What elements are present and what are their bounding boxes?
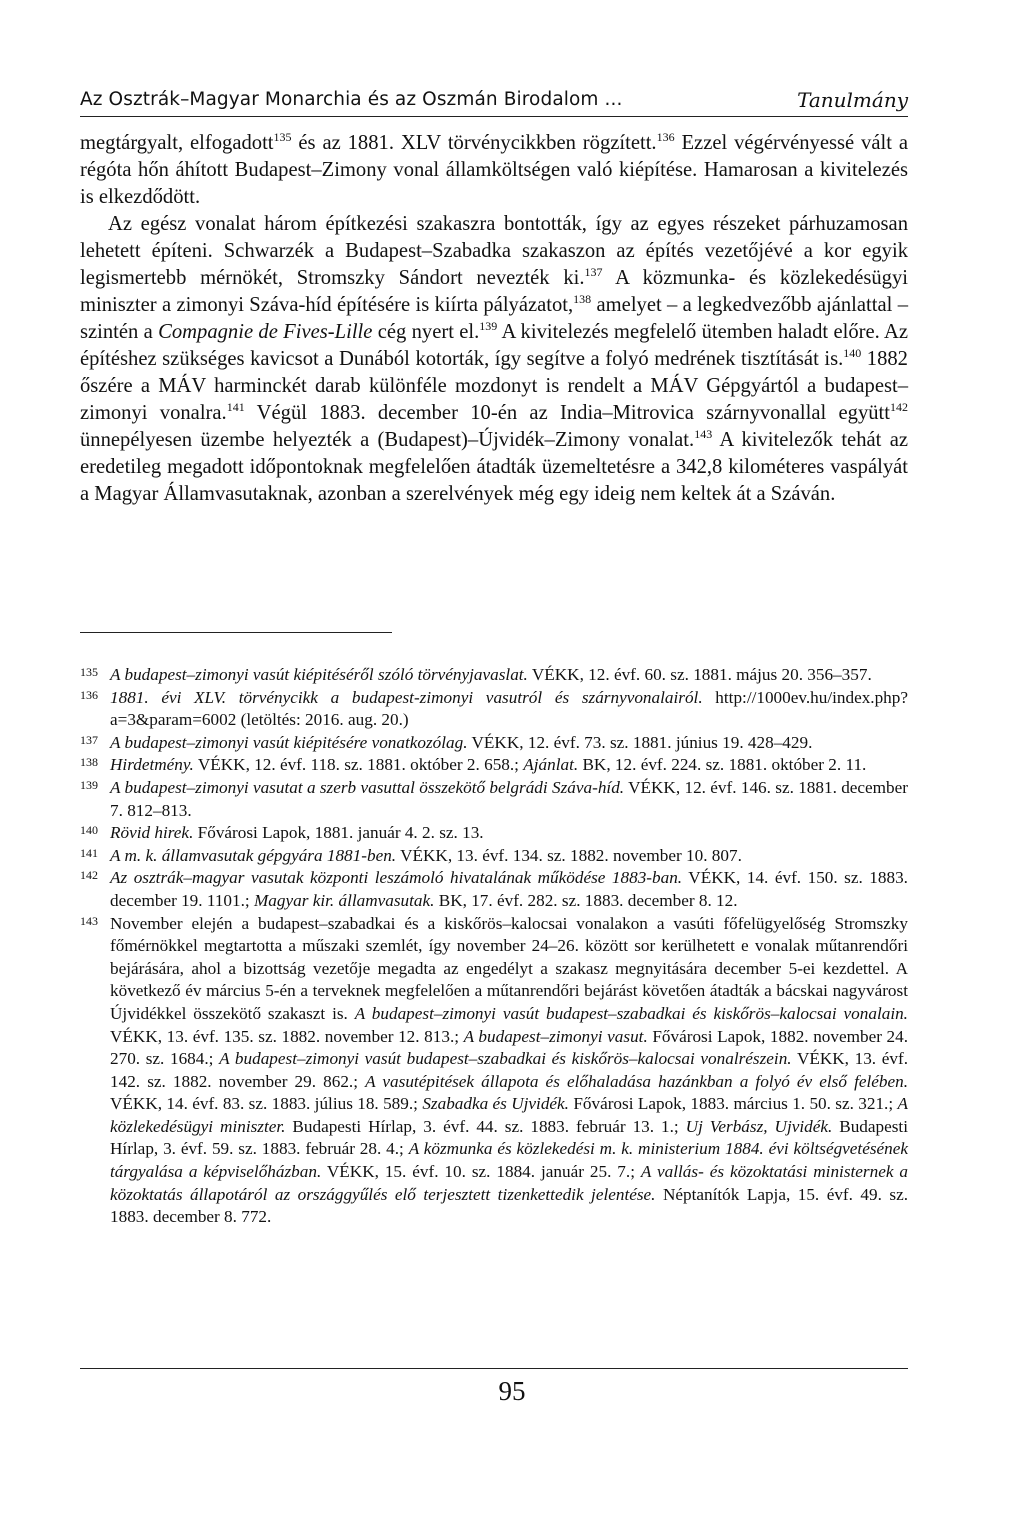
footnote-number: 139 bbox=[80, 777, 98, 792]
text-run: VÉKK, 13. évf. 142. sz. 1882. november 29. 862.; bbox=[110, 1049, 908, 1091]
italic-run: A budapest–zimonyi vasut. bbox=[463, 1026, 648, 1046]
footnote-142 bbox=[80, 867, 908, 912]
italic-run: A vallás- és közoktatási ministernek a közoktatás állapotáról az országgyűlés elő terjesztett tizenkettedik jelentése. bbox=[110, 1162, 908, 1204]
footnote-136 bbox=[80, 687, 908, 732]
footnote-ref[interactable]: 143 bbox=[694, 427, 713, 442]
italic-run: A m. k. államvasutak gépgyára 1881-ben. bbox=[110, 845, 397, 865]
text-run: Budapesti Hírlap, 3. évf. 44. sz. 1883. február 13. 1.; bbox=[285, 1116, 686, 1136]
italic-run: Ajánlat. bbox=[523, 755, 579, 775]
italic-run: 1881. évi XLV. törvénycikk a budapest-zimonyi vasutról és szárnyvonalairól. bbox=[110, 687, 703, 707]
text-run: VÉKK, 14. évf. 150. sz. 1883. december 19. 1101.; bbox=[110, 868, 908, 910]
footnote-text bbox=[110, 822, 908, 845]
running-header bbox=[80, 84, 908, 117]
text-run: VÉKK, 13. évf. 134. sz. 1882. november 10. 807. bbox=[396, 845, 742, 865]
footnote-number: 138 bbox=[80, 755, 98, 770]
footnote-text bbox=[110, 732, 908, 755]
footnote-number: 143 bbox=[80, 913, 98, 928]
footnote-141 bbox=[80, 845, 908, 868]
text-run: A kivitelezés megfelelő ütemben haladt előre. Az építéshez szükséges kavicsot a Dunából kotorták, így segítve a folyó medrének tisztítását is. bbox=[80, 321, 908, 370]
text-run: amelyet – a legkedvezőbb ajánlattal – szintén a bbox=[80, 294, 908, 343]
text-run: BK, 12. évf. 224. sz. 1881. október 2. 11. bbox=[578, 755, 867, 775]
footnote-text bbox=[110, 777, 908, 822]
text-run: VÉKK, 13. évf. 135. sz. 1882. november 12. 813.; bbox=[110, 1026, 464, 1046]
italic-run: A vasutépitések állapota és előhaladása hazánkban a folyó év első felében. bbox=[365, 1071, 908, 1091]
footnote-ref[interactable]: 136 bbox=[656, 130, 675, 145]
url-text[interactable]: http://1000ev.hu/index.php?a=3&param=6002 (letöltés: 2016. aug. 20.) bbox=[110, 687, 908, 730]
bottom-rule bbox=[80, 1368, 908, 1369]
footnote-140 bbox=[80, 822, 908, 845]
text-run: VÉKK, 14. évf. 83. sz. 1883. július 18. 589.; bbox=[110, 1094, 423, 1114]
footnote-ref[interactable]: 137 bbox=[584, 265, 603, 280]
footnote-ref[interactable]: 139 bbox=[479, 319, 498, 334]
footnote-number: 135 bbox=[80, 665, 98, 679]
italic-run: A budapest–zimonyi vasút budapest–szabadkai és kiskőrös–kalocsai vonalain. bbox=[354, 1003, 908, 1023]
text-run: ünnepélyesen üzembe helyezték a (Budapest)–Újvidék–Zimony vonalat. bbox=[80, 429, 695, 451]
text-run: Az egész vonalat három építkezési szakaszra bontották, így az egyes részeket párhuzamosan lehetett építeni. Schwarzék a Budapest–Szabadka szakaszon az építés vezetőjévé a kor egyik legismertebb mérnökét, Stromszky Sándort nevezték ki. bbox=[80, 213, 908, 289]
footnote-ref[interactable]: 142 bbox=[890, 400, 908, 415]
paragraph-1 bbox=[80, 130, 908, 211]
text-run: A kivitelezők tehát az eredetileg megadott időpontoknak megfelelően átadták üzemeltetésre a 342,8 kilométeres vaspályát a Magyar Államvasutaknak, azonban a szerelvények még egy ideig nem keltek át a Száván. bbox=[80, 429, 908, 505]
footnote-text bbox=[110, 687, 908, 732]
italic-run: A közmunka és közlekedési m. k. ministerium 1884. évi költségvetésének tárgyalása a képviselőházban. bbox=[110, 1139, 908, 1182]
footnote-text bbox=[110, 845, 908, 868]
section-label: Tanulmány bbox=[797, 88, 908, 112]
text-run: VÉKK, 12. évf. 60. sz. 1881. május 20. 356–357. bbox=[527, 665, 872, 684]
text-run: A közmunka- és közlekedésügyi miniszter a zimonyi Száva-híd építésére is kiírta pályázatot, bbox=[80, 267, 908, 316]
italic-run: A budapest–zimonyi vasút kiépitésére vonatkozólag. bbox=[110, 732, 468, 752]
text-run: Néptanítók Lapja, 15. évf. 49. sz. 1883. december 8. 772. bbox=[110, 1184, 909, 1227]
footnote-text bbox=[110, 913, 908, 1229]
text-run: és az 1881. XLV törvénycikkben rögzített. bbox=[291, 132, 657, 154]
text-run: Fővárosi Lapok, 1883. március 1. 50. sz. 321.; bbox=[568, 1094, 898, 1114]
footnote-ref[interactable]: 135 bbox=[273, 130, 292, 145]
text-run: VÉKK, 12. évf. 118. sz. 1881. október 2. 658.; bbox=[193, 755, 524, 775]
footnote-number: 137 bbox=[80, 732, 98, 747]
text-run: VÉKK, 15. évf. 10. sz. 1884. január 25. 7.; bbox=[321, 1162, 641, 1182]
text-run: cég nyert el. bbox=[372, 321, 480, 343]
italic-run: A budapest–zimonyi vasút budapest–szabadkai és kiskőrös–kalocsai vonalrészein. bbox=[219, 1049, 792, 1069]
footnote-text bbox=[110, 867, 908, 912]
text-run: 1882 őszére a MÁV harminckét darab különféle mozdonyt is rendelt a MÁV Gépgyártól a budapest–zimonyi vonalra. bbox=[80, 348, 908, 424]
footnote-number: 141 bbox=[80, 845, 98, 860]
footnote-ref[interactable]: 138 bbox=[573, 292, 592, 307]
italic-run: Hirdetmény. bbox=[110, 755, 194, 775]
italic-run: Az osztrák–magyar vasutak központi leszámoló hivatalának működése 1883-ban. bbox=[110, 868, 683, 888]
footnote-number: 136 bbox=[80, 687, 98, 702]
italic-run: A budapest–zimonyi vasút kiépitéséről szóló törvényjavaslat. bbox=[110, 665, 528, 684]
footnote-138 bbox=[80, 754, 908, 777]
italic-run: A közlekedésügyi miniszter. bbox=[110, 1094, 908, 1136]
page-number: 95 bbox=[498, 1376, 526, 1406]
text-run: VÉKK, 12. évf. 146. sz. 1881. december 7. 812–813. bbox=[110, 777, 908, 820]
text-run: Fővárosi Lapok, 1882. november 24. 270. sz. 1684.; bbox=[110, 1026, 909, 1069]
text-run: November elején a budapest–szabadkai és a kiskőrös–kalocsai vonalakon a vasúti főfelügyelőség Stromszky főmérnökkel megtartotta a műszaki szemlét, így november 24–26. között sor kerülhetett e vonalak műtanrendőri bejárására, ahol a bizottság vezetője megadta az engedélyt a szakasz megnyitására december 5-ei kezdettel. A következő év március 5-én a terveknek megfelelően a műtanrendőri bejárást követően átadták a bácskai nagyvárost Újvidékkel összekötő szakaszt is. bbox=[110, 913, 908, 1023]
italic-run: Magyar kir. államvasutak. bbox=[253, 890, 435, 910]
italic-run: Uj Verbász, Ujvidék. bbox=[685, 1116, 833, 1136]
text-run: Végül 1883. december 10-én az India–Mitrovica szárnyvonallal együtt bbox=[244, 402, 890, 424]
footnote-text bbox=[110, 664, 908, 687]
running-title: Az Osztrák–Magyar Monarchia és az Oszmán Birodalom ... bbox=[80, 89, 623, 110]
paragraph-2 bbox=[80, 211, 908, 508]
text-run: VÉKK, 12. évf. 73. sz. 1881. június 19. 428–429. bbox=[467, 732, 813, 752]
footnote-137 bbox=[80, 732, 908, 755]
text-run: BK, 17. évf. 282. sz. 1883. december 8. 12. bbox=[434, 890, 738, 910]
footnote-text bbox=[110, 754, 908, 777]
italic-run: Compagnie de Fives-Lille bbox=[158, 321, 373, 343]
text-run: Budapesti Hírlap, 3. évf. 59. sz. 1883. február 28. 4.; bbox=[110, 1116, 908, 1159]
footnote-ref[interactable]: 141 bbox=[226, 400, 245, 415]
footnote-139 bbox=[80, 777, 908, 822]
main-text bbox=[80, 130, 908, 508]
italic-run: Rövid hirek. bbox=[110, 823, 194, 843]
italic-run: A budapest–zimonyi vasutat a szerb vasuttal összekötő belgrádi Száva-híd. bbox=[110, 777, 625, 797]
text-run: Fővárosi Lapok, 1881. január 4. 2. sz. 13. bbox=[193, 823, 484, 843]
footnote-number: 140 bbox=[80, 823, 98, 838]
footnotes bbox=[80, 664, 908, 1229]
italic-run: Szabadka és Ujvidék. bbox=[422, 1094, 569, 1114]
text-run: Ezzel végérvényessé vált a régóta hőn áhított Budapest–Zimony vonal államköltségen való kiépítése. Hamarosan a kivitelezés is elkezdődött. bbox=[80, 132, 908, 208]
text-run: megtárgyalt, elfogadott bbox=[80, 132, 274, 154]
footnote-ref[interactable]: 140 bbox=[843, 346, 862, 361]
footnote-number: 142 bbox=[80, 868, 98, 883]
footnote-135 bbox=[80, 664, 908, 687]
footnote-separator bbox=[80, 632, 392, 633]
footnote-143 bbox=[80, 913, 908, 1229]
